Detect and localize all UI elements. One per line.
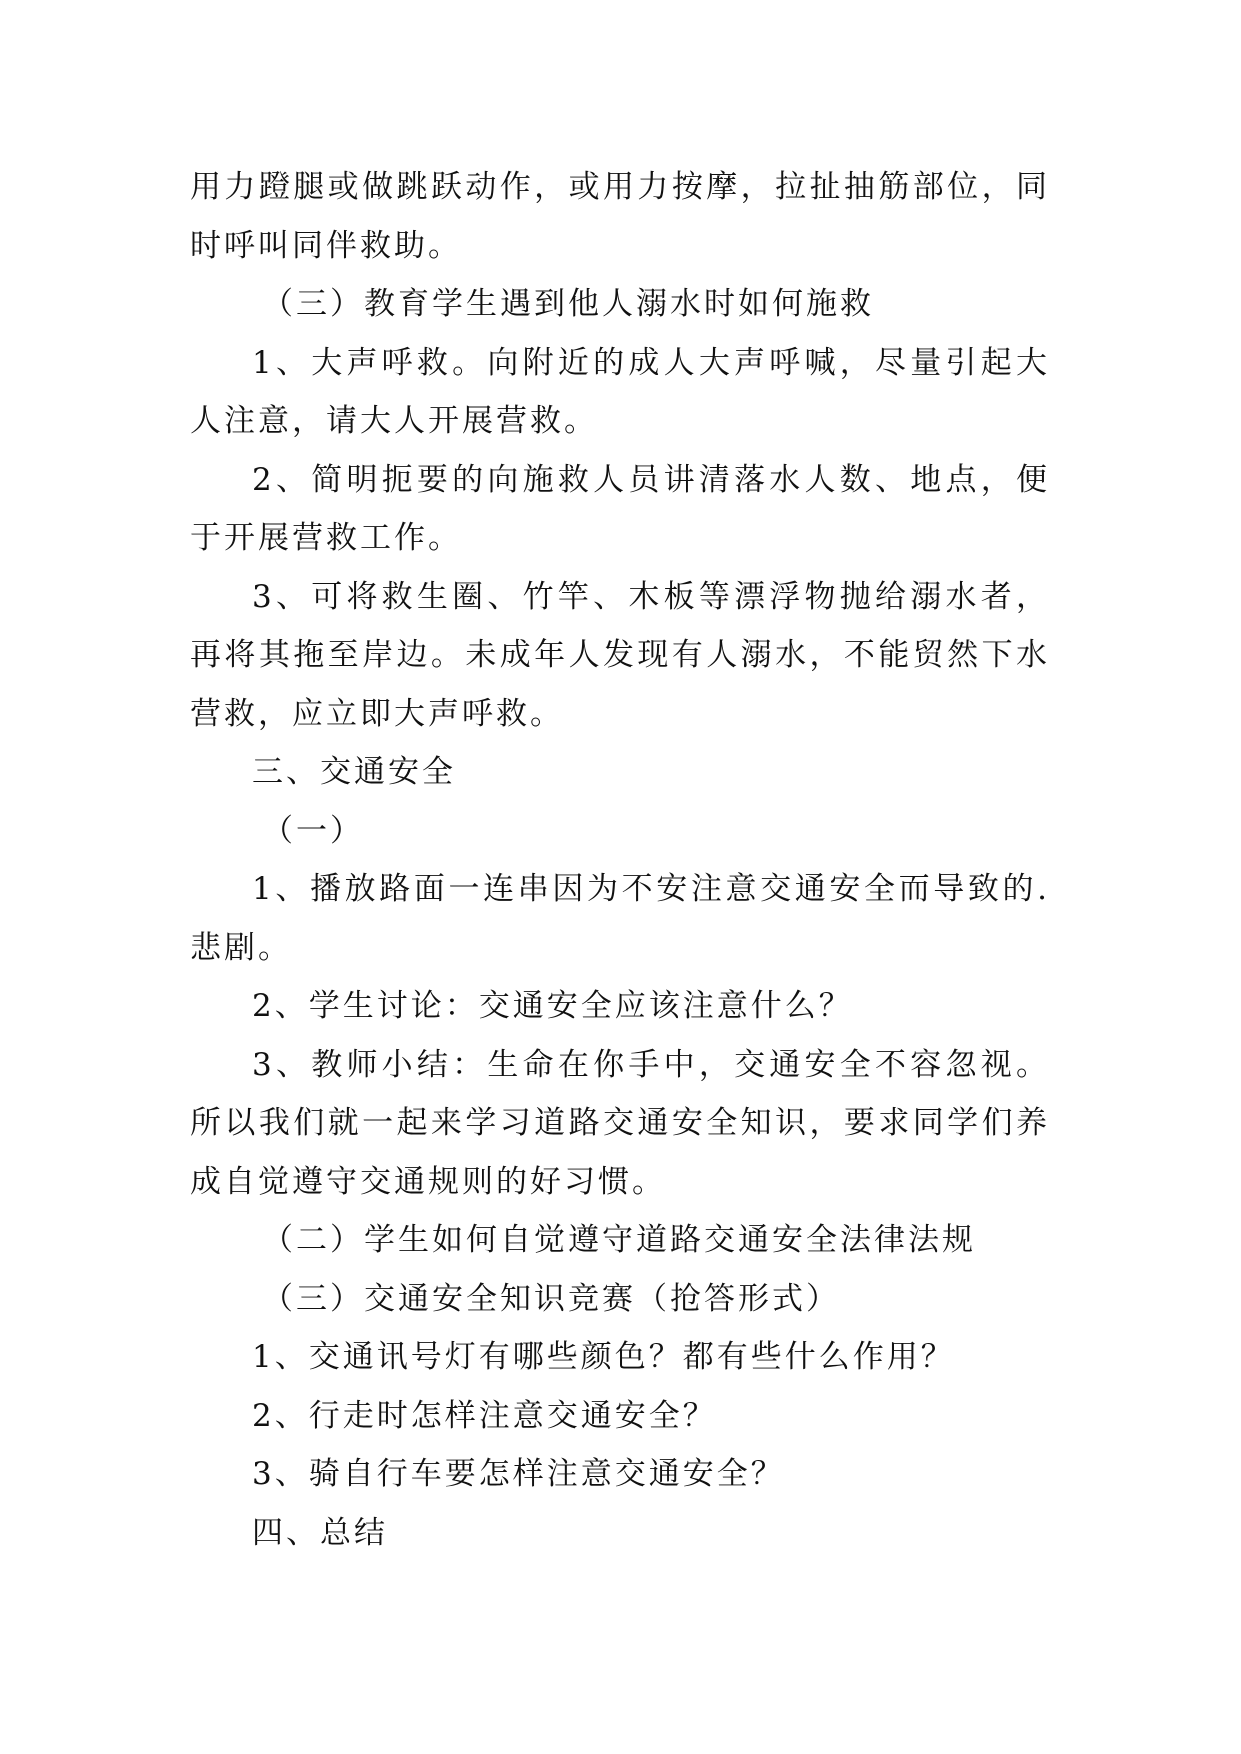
quiz-question-2: 2、行走时怎样注意交通安全？ xyxy=(252,1397,717,1434)
subheading-one: （一） xyxy=(262,812,364,849)
paragraph-rescue-step-1: 1、大声呼救。向附近的成人大声呼喊，尽量引起大人注意，请大人开展营救。 xyxy=(190,344,1050,439)
document-body xyxy=(190,158,1050,1562)
quiz-question-1: 1、交通讯号灯有哪些颜色？都有些什么作用？ xyxy=(252,1339,955,1375)
paragraph-leg-cramp-continued: 用力蹬腿或做跳跃动作，或用力按摩，拉扯抽筋部位，同时呼叫同伴救助。 xyxy=(190,169,1050,264)
quiz-question-3: 3、骑自行车要怎样注意交通安全？ xyxy=(252,1456,785,1492)
subheading-traffic-quiz: （三）交通安全知识竞赛（抢答形式） xyxy=(262,1280,840,1317)
subheading-obey-traffic-laws: （二）学生如何自觉遵守道路交通安全法律法规 xyxy=(262,1222,976,1258)
paragraph-rescue-step-3: 3、可将救生圈、竹竿、木板等漂浮物抛给溺水者，再将其拖至岸边。未成年人发现有人溺水，不能贸然下水营救，应立即大声呼救。 xyxy=(190,578,1050,732)
subheading-rescue-others: （三）教育学生遇到他人溺水时如何施救 xyxy=(262,286,874,322)
paragraph-traffic-step-2: 2、学生讨论：交通安全应该注意什么？ xyxy=(252,988,853,1024)
section-heading-traffic-safety: 三、交通安全 xyxy=(252,754,456,790)
paragraph-rescue-step-2: 2、简明扼要的向施救人员讲清落水人数、地点，便于开展营救工作。 xyxy=(190,461,1050,556)
paragraph-traffic-step-1: 1、播放路面一连串因为不安注意交通安全而导致的.悲剧。 xyxy=(190,871,1050,966)
section-heading-summary: 四、总结 xyxy=(252,1514,388,1551)
paragraph-traffic-step-3: 3、教师小结：生命在你手中，交通安全不容忽视。所以我们就一起来学习道路交通安全知识，要求同学们养成自觉遵守交通规则的好习惯。 xyxy=(190,1046,1050,1200)
